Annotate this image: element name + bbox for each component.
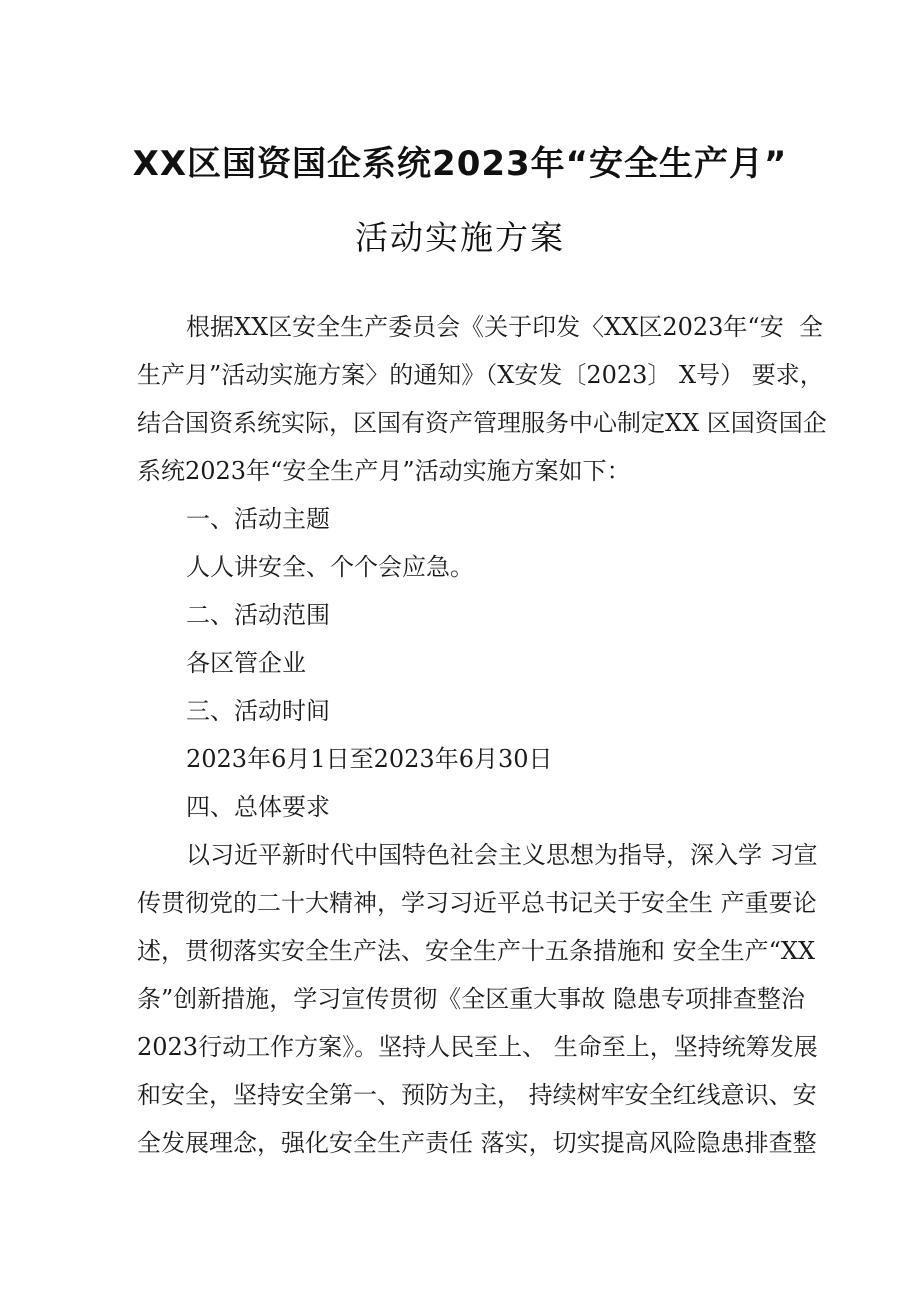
intro-line-4: 系统2023年“安全生产月”活动实施方案如下： xyxy=(137,457,631,485)
section-2-heading: 二、活动范围 xyxy=(186,601,330,629)
document-title-line-2: 活动实施方案 xyxy=(355,218,565,257)
section-4-body-line-7: 全发展理念，强化安全生产责任 落实，切实提高风险隐患排查整 xyxy=(137,1129,817,1157)
section-2-body: 各区管企业 xyxy=(186,649,306,677)
intro-line-2: 生产月”活动实施方案〉的通知》（X安发〔2023〕 X号） 要求， xyxy=(137,361,824,389)
section-1-heading: 一、活动主题 xyxy=(186,505,330,533)
section-3-heading: 三、活动时间 xyxy=(186,697,330,725)
section-4-body-line-2: 传贯彻党的二十大精神，学习习近平总书记关于安全生 产重要论 xyxy=(137,889,817,917)
section-4-heading: 四、总体要求 xyxy=(186,793,330,821)
intro-line-1: 根据XX区安全生产委员会《关于印发〈XX区2023年“安 全 xyxy=(186,313,823,341)
intro-line-3: 结合国资系统实际，区国有资产管理服务中心制定XX 区国资国企 xyxy=(137,409,827,437)
section-4-body-line-5: 2023行动工作方案》。坚持人民至上、 生命至上，坚持统筹发展 xyxy=(137,1033,818,1061)
section-4-body-line-1: 以习近平新时代中国特色社会主义思想为指导，深入学 习宣 xyxy=(186,841,818,869)
section-3-body: 2023年6月1日至2023年6月30日 xyxy=(186,745,553,773)
document-title-line-1: XX区国资国企系统2023年“安全生产月” xyxy=(132,144,788,184)
section-1-body: 人人讲安全、个个会应急。 xyxy=(186,553,474,581)
section-4-body-line-6: 和安全，坚持安全第一、预防为主， 持续树牢安全红线意识、安 xyxy=(137,1081,817,1109)
section-4-body-line-3: 述，贯彻落实安全生产法、安全生产十五条措施和 安全生产“XX xyxy=(137,937,816,965)
section-4-body-line-4: 条”创新措施，学习宣传贯彻《全区重大事故 隐患专项排查整治 xyxy=(137,985,805,1013)
